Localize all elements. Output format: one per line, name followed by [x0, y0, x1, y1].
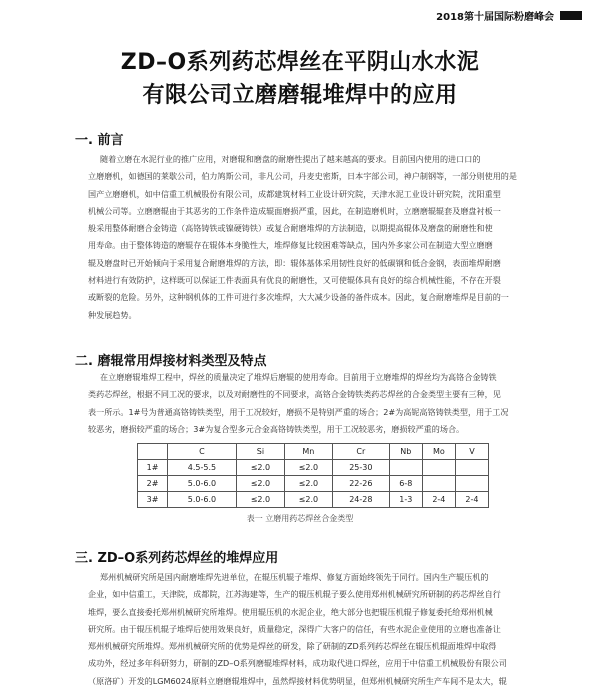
- table-cell: 1#: [138, 460, 168, 476]
- table-cell: [422, 460, 455, 476]
- table-cell: 2-4: [422, 492, 455, 508]
- text-line: 研究所。由于辊压机辊子堆焊后使用效果良好，质量稳定，深得广大客户的信任，有些水泥企业使用的立磨也准备让: [88, 623, 501, 634]
- table-header-cell: Mo: [422, 444, 455, 460]
- running-header: [436, 8, 582, 23]
- table-cell: [455, 476, 488, 492]
- table-cell: 22-26: [332, 476, 389, 492]
- table-cell: 24-28: [332, 492, 389, 508]
- text-line: 较恶劣，磨损较严重的场合；3#为复合型多元合金高铬铸铁类型，用于工况较恶劣，磨损较严重的场合。: [88, 423, 465, 434]
- table-caption: 表一 立磨用药芯焊丝合金类型: [246, 514, 354, 523]
- alloy-type-table: [137, 443, 489, 508]
- section-body-materials: [88, 369, 544, 438]
- text-line: 辊及磨盘时已开始倾向于采用复合耐磨堆焊的方法，即：辊体基体采用韧性良好的低碳钢和低合金钢，表面堆焊耐磨: [88, 257, 501, 268]
- text-line: 成功外，经过多年科研努力，研制的ZD–O系列磨辊堆焊材料，成功取代进口焊丝，应用于中信重工机械股份有限公司: [88, 658, 507, 669]
- table-cell: ≤2.0: [284, 492, 332, 508]
- text-line: 类药芯焊丝，根据不同工况的要求，以及对耐磨性的不同要求，高铬合金铸铁类药芯焊丝的合金类型主要有三种，见: [88, 389, 501, 400]
- table-cell: ≤2.0: [236, 460, 284, 476]
- text-line: 随着立磨在水泥行业的推广应用，对磨辊和磨盘的耐磨性提出了越来越高的要求。目前国内使用的进口口的: [100, 154, 481, 164]
- text-line: 用寿命。由于整体铸造的磨辊存在辊体本身脆性大，堆焊修复比较困难等缺点，国内外多家公司在制造大型立磨磨: [88, 240, 493, 251]
- text-line: 机械公司等。立磨磨辊由于其恶劣的工作条件造成辊面磨损严重，因此，在制造磨机时，立磨磨辊辊套及磨盘衬板一: [88, 205, 501, 216]
- text-line: 立磨磨机，如德国的莱歇公司，伯力鸠斯公司，非凡公司，丹麦史密斯，日本宇部公司，神户制钢等，一部分则使用的是: [88, 171, 517, 182]
- text-line: 郑州机械研究所堆焊。郑州机械研究所的优势是焊丝的研发，除了研制的ZD系列药芯焊丝在辊压机辊面堆焊中取得: [88, 641, 497, 652]
- section-heading-application: 三. ZD–O系列药芯焊丝的堆焊应用: [75, 551, 279, 566]
- table-cell: ≤2.0: [284, 460, 332, 476]
- text-line: 企业，如中信重工，天津院，成都院，江苏海建等，生产的辊压机辊子要么使用郑州机械研究所研制的药芯焊丝自行: [88, 589, 501, 600]
- table-cell: 6-8: [389, 476, 422, 492]
- text-line: 材料进行有效防护，这样既可以保证工件表面具有优良的耐磨性，又可使辊体具有良好的综合机械性能，不存在开裂: [88, 275, 501, 286]
- table-header-cell: [138, 444, 168, 460]
- table-header-cell: Cr: [332, 444, 389, 460]
- running-header-bar: [560, 11, 582, 20]
- table-header-row: [138, 444, 489, 460]
- text-line: 在立磨磨辊堆焊工程中，焊丝的质量决定了堆焊后磨辊的使用寿命。目前用于立磨堆焊的焊丝均为高铬合金铸铁: [100, 372, 497, 382]
- table-header-cell: Nb: [389, 444, 422, 460]
- table-header-cell: Si: [236, 444, 284, 460]
- section-heading-preface: 一. 前言: [75, 133, 124, 148]
- table-cell: 2-4: [455, 492, 488, 508]
- text-line: 郑州机械研究所是国内耐磨堆焊先进单位，在辊压机辊子堆焊、修复方面始终领先于同行。国内生产辊压机的: [100, 572, 489, 582]
- table-cell: 1-3: [389, 492, 422, 508]
- table-header-cell: C: [168, 444, 237, 460]
- title-line-1: ZD–O系列药芯焊丝在平阴山水水泥: [120, 50, 480, 75]
- running-header-title: 2018第十届国际粉磨峰会: [436, 12, 554, 23]
- title-line-2: 有限公司立磨磨辊堆焊中的应用: [142, 83, 458, 108]
- text-line: 种发展趋势。: [88, 309, 137, 320]
- text-line: 或断裂的危险。另外，这种钢机体的工件可进行多次堆焊，大大减少设备的备件成本。因此，复合耐磨堆焊是目前的一: [88, 292, 509, 303]
- table-cell: 25-30: [332, 460, 389, 476]
- text-line: 堆焊，要么直接委托郑州机械研究所堆焊。使用辊压机的水泥企业，绝大部分也把辊压机辊子修复委托给郑州机械: [88, 606, 493, 617]
- table-row: [138, 492, 489, 508]
- table-header-cell: V: [455, 444, 488, 460]
- table-cell: ≤2.0: [284, 476, 332, 492]
- text-line: 般采用整体耐磨合金铸造（高铬铸铁或镍硬铸铁）或复合耐磨堆焊的方法制造，以期提高辊体及磨盘的耐磨性和使: [88, 223, 493, 234]
- text-line: 表一所示。1#号为普通高铬铸铁类型，用于工况较好，磨损不是特别严重的场合；2#为高铌高铬铸铁类型，用于工况: [88, 406, 509, 417]
- table-cell: ≤2.0: [236, 476, 284, 492]
- table-cell: 5.0-6.0: [168, 492, 237, 508]
- article-title: [0, 46, 600, 112]
- table-cell: 3#: [138, 492, 168, 508]
- table-cell: 2#: [138, 476, 168, 492]
- table-cell: 4.5-5.5: [168, 460, 237, 476]
- table-row: [138, 460, 489, 476]
- table-cell: [422, 476, 455, 492]
- text-line: （原洛矿）开发的LGM6024原料立磨磨辊堆焊中，虽然焊接材料优势明显，但郑州机械研究所生产车间不是太大，辊: [88, 675, 507, 686]
- section-body-application: [88, 569, 544, 690]
- table-cell: ≤2.0: [236, 492, 284, 508]
- table-cell: 5.0-6.0: [168, 476, 237, 492]
- table-row: [138, 476, 489, 492]
- section-body-preface: [88, 151, 544, 324]
- section-heading-materials: 二. 磨辊常用焊接材料类型及特点: [75, 354, 267, 369]
- text-line: 国产立磨磨机，如中信重工机械股份有限公司，成都建筑材料工业设计研究院，天津水泥工业设计研究院，沈阳重型: [88, 188, 501, 199]
- table-cell: [389, 460, 422, 476]
- table-header-cell: Mn: [284, 444, 332, 460]
- table-cell: [455, 460, 488, 476]
